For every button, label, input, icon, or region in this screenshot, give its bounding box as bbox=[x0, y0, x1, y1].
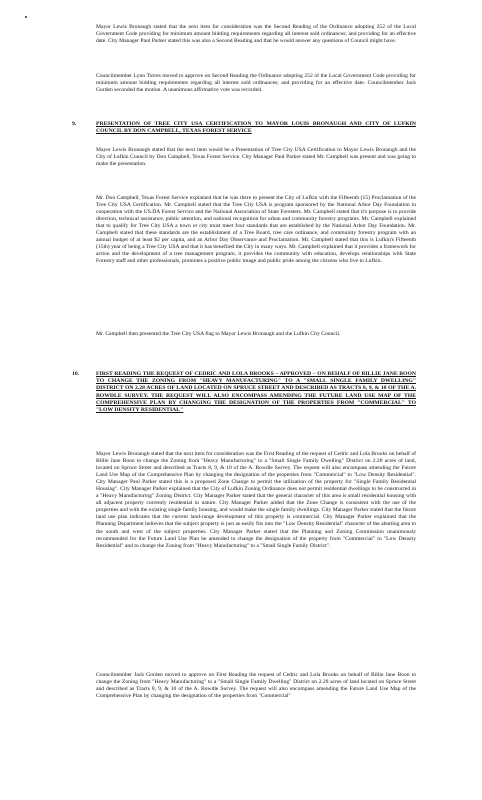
item-number-10: 10. bbox=[72, 371, 80, 377]
item-heading-9: PRESENTATION OF TREE CITY USA CERTIFICATION TO MAYOR LOUIS BRONAUGH AND CITY OF LUFKIN COUNCIL BY DON CAMPBELL, TEXAS FOREST SERVICE bbox=[96, 121, 416, 135]
paragraph-tree-city-intro: Mayor Lewis Bronaugh stated that the next item would be a Presentation of Tree City USA Certification to Mayor Lewis Bronaugh and the City of Lufkin Council by Don Campbell, Texas Forest Service. City Manager Paul Parker stated Mr. Campbell was present and was going to make the presentation. bbox=[96, 147, 416, 168]
paragraph-second-reading-discussion: Mayor Lewis Bronaugh stated that the next item for consideration was the Second Reading of the Ordinance adopting 252 of the Local Government Code providing for minimum amount bidding requirements regarding all interest sold ordinances; and providing for an effective date. City Manager Paul Parker stated this was also a Second Reading and that he would answer any questions of Council might have. bbox=[96, 24, 416, 45]
paragraph-tree-city-explanation: Mr. Don Campbell, Texas Forest Service explained that he was there to present the City of Lufkin with the Fifteenth (15) Proclamation of the Tree City USA Certification. Mr. Campbell stated that the Tree City USA is program sponsored by the National Arbor Day Foundation in cooperation with the US.DA Forest Service and the National Association of State Foresters. Mr. Campbell stated that it's purpose is to provide direction, technical assistance, public attention, and national recognition for urban and community forestry programs. Mr. Campbell explained that to qualify for Tree City USA a town or city must meet four standards that are established by the National Arbor Day Foundation. Mr. Campbell stated that these standards are the establishment of a Tree Board, tree care ordinance, and community forestry program with an annual budget of at least $2 per capita, and an Arbor Day Observance and Proclamation. Mr. Campbell stated that this is Lufkin's Fifteenth (15th) year of being a Tree City USA and that it has benefited the City in many ways. Mr. Campbell explained that it provides a framework for action and the development of a tree management program, it provides the community with education, develops relationships with State Forestry staff and other professionals, promotes a positive public image and public pride among the citizens who live in Lufkin. bbox=[96, 195, 416, 265]
paragraph-second-reading-motion: Councilmember Lynn Torres moved to approve on Second Reading the Ordinance adopting 252 of the Local Government Code providing for minimum amount bidding requirements regarding all interest sold ordinances; and providing for an effective date. Councilmember Jack Gorden seconded the motion. A unanimous affirmative vote was recorded. bbox=[96, 73, 416, 94]
item-heading-10: FIRST READING THE REQUEST OF CEDRIC AND LOLA BROOKS – APPROVED – ON BEHALF OF BILLIE JANE BOON TO CHANGE THE ZONING FROM "HEAVY MANUFACTURING" TO A "SMALL SINGLE FAMILY DWELLING" DISTRICT ON 2.28 ACRES OF LAND LOCATED ON SPRUCE STREET AND DESCRIBED AS TRACTS 8, 9, & 10 OF THE A. BOWDLE SURVEY. THE REQUEST WILL ALSO ENCOMPASS AMENDING THE FUTURE LAND USE MAP OF THE COMPREHENSIVE PLAN BY CHANGING THE DESIGNATION OF THE PROPERTIES FROM "COMMERCIAL" TO "LOW DENSITY RESIDENTIAL" bbox=[96, 371, 416, 414]
item-number-9: 9. bbox=[72, 121, 77, 127]
page-speck bbox=[25, 16, 27, 18]
paragraph-zoning-discussion: Mayor Lewis Bronaugh stated that the next item for consideration was the First Reading of the request of Cedric and Lola Brooks on behalf of Billie Jane Boon to change the Zoning from "Heavy Manufacturing" to a "Small Single Family Dwelling" District on 2.28 acres of land, located on Spruce Street and described as Tracts 8, 9, & 10 of the A. Bowdle Survey. The request will also encompass amending the Future Land Use Map of the Comprehensive Plan by changing the designation of the properties from "Commercial" to "Low Density Residential". City Manager Paul Parker stated this is a proposed Zone Change to permit the utilization of the property for "Single Family Residential Housing". City Manager Parker explained that the City of Lufkin Zoning Ordinance does not permit residential dwellings to be constructed in a "Heavy Manufacturing" Zoning District. City Manager Parker stated that the general character of this area is small residential housing with all adjacent property currently residential in nature. City Manager Parker added that the Zone Change is consistent with the use of the properties and with the existing single family housing, and would make the single family dwellings. City Manager Parker stated that the future land use plan indicates that the current land-range development of this property is commercial. City Manager Parker explained that the Planning Department believes that the subject property is just as easily fits into the "Low Density Residential" character of the abutting area to the south and west of the subject properties. City Manager Parker stated that the Planning and Zoning Commission unanimously recommended for the Future Land Use Plan be amended to change the designation of the property from "Commercial" to "Low Density Residential" and to change the Zoning from "Heavy Manufacturing" to a "Small Single Family District". bbox=[96, 451, 416, 549]
paragraph-tree-city-flag: Mr. Campbell then presented the Tree City USA flag to Mayor Lewis Bronaugh and the Lufkin City Council. bbox=[96, 331, 341, 337]
paragraph-zoning-motion: Councilmember Jack Gorden moved to approve on First Reading the request of Cedric and Lola Brooks on behalf of Billie Jane Boon to change the Zoning from "Heavy Manufacturing" to a "Small Single Family Dwelling" District on 2.28 acres of land located on Spruce Street and described as Tracts 8, 9, & 10 of the A. Bowdle Survey. The request will also encompass amending the Future Land Use Map of the Comprehensive Plan by changing the designation of the properties from "Commercial" bbox=[96, 672, 416, 700]
